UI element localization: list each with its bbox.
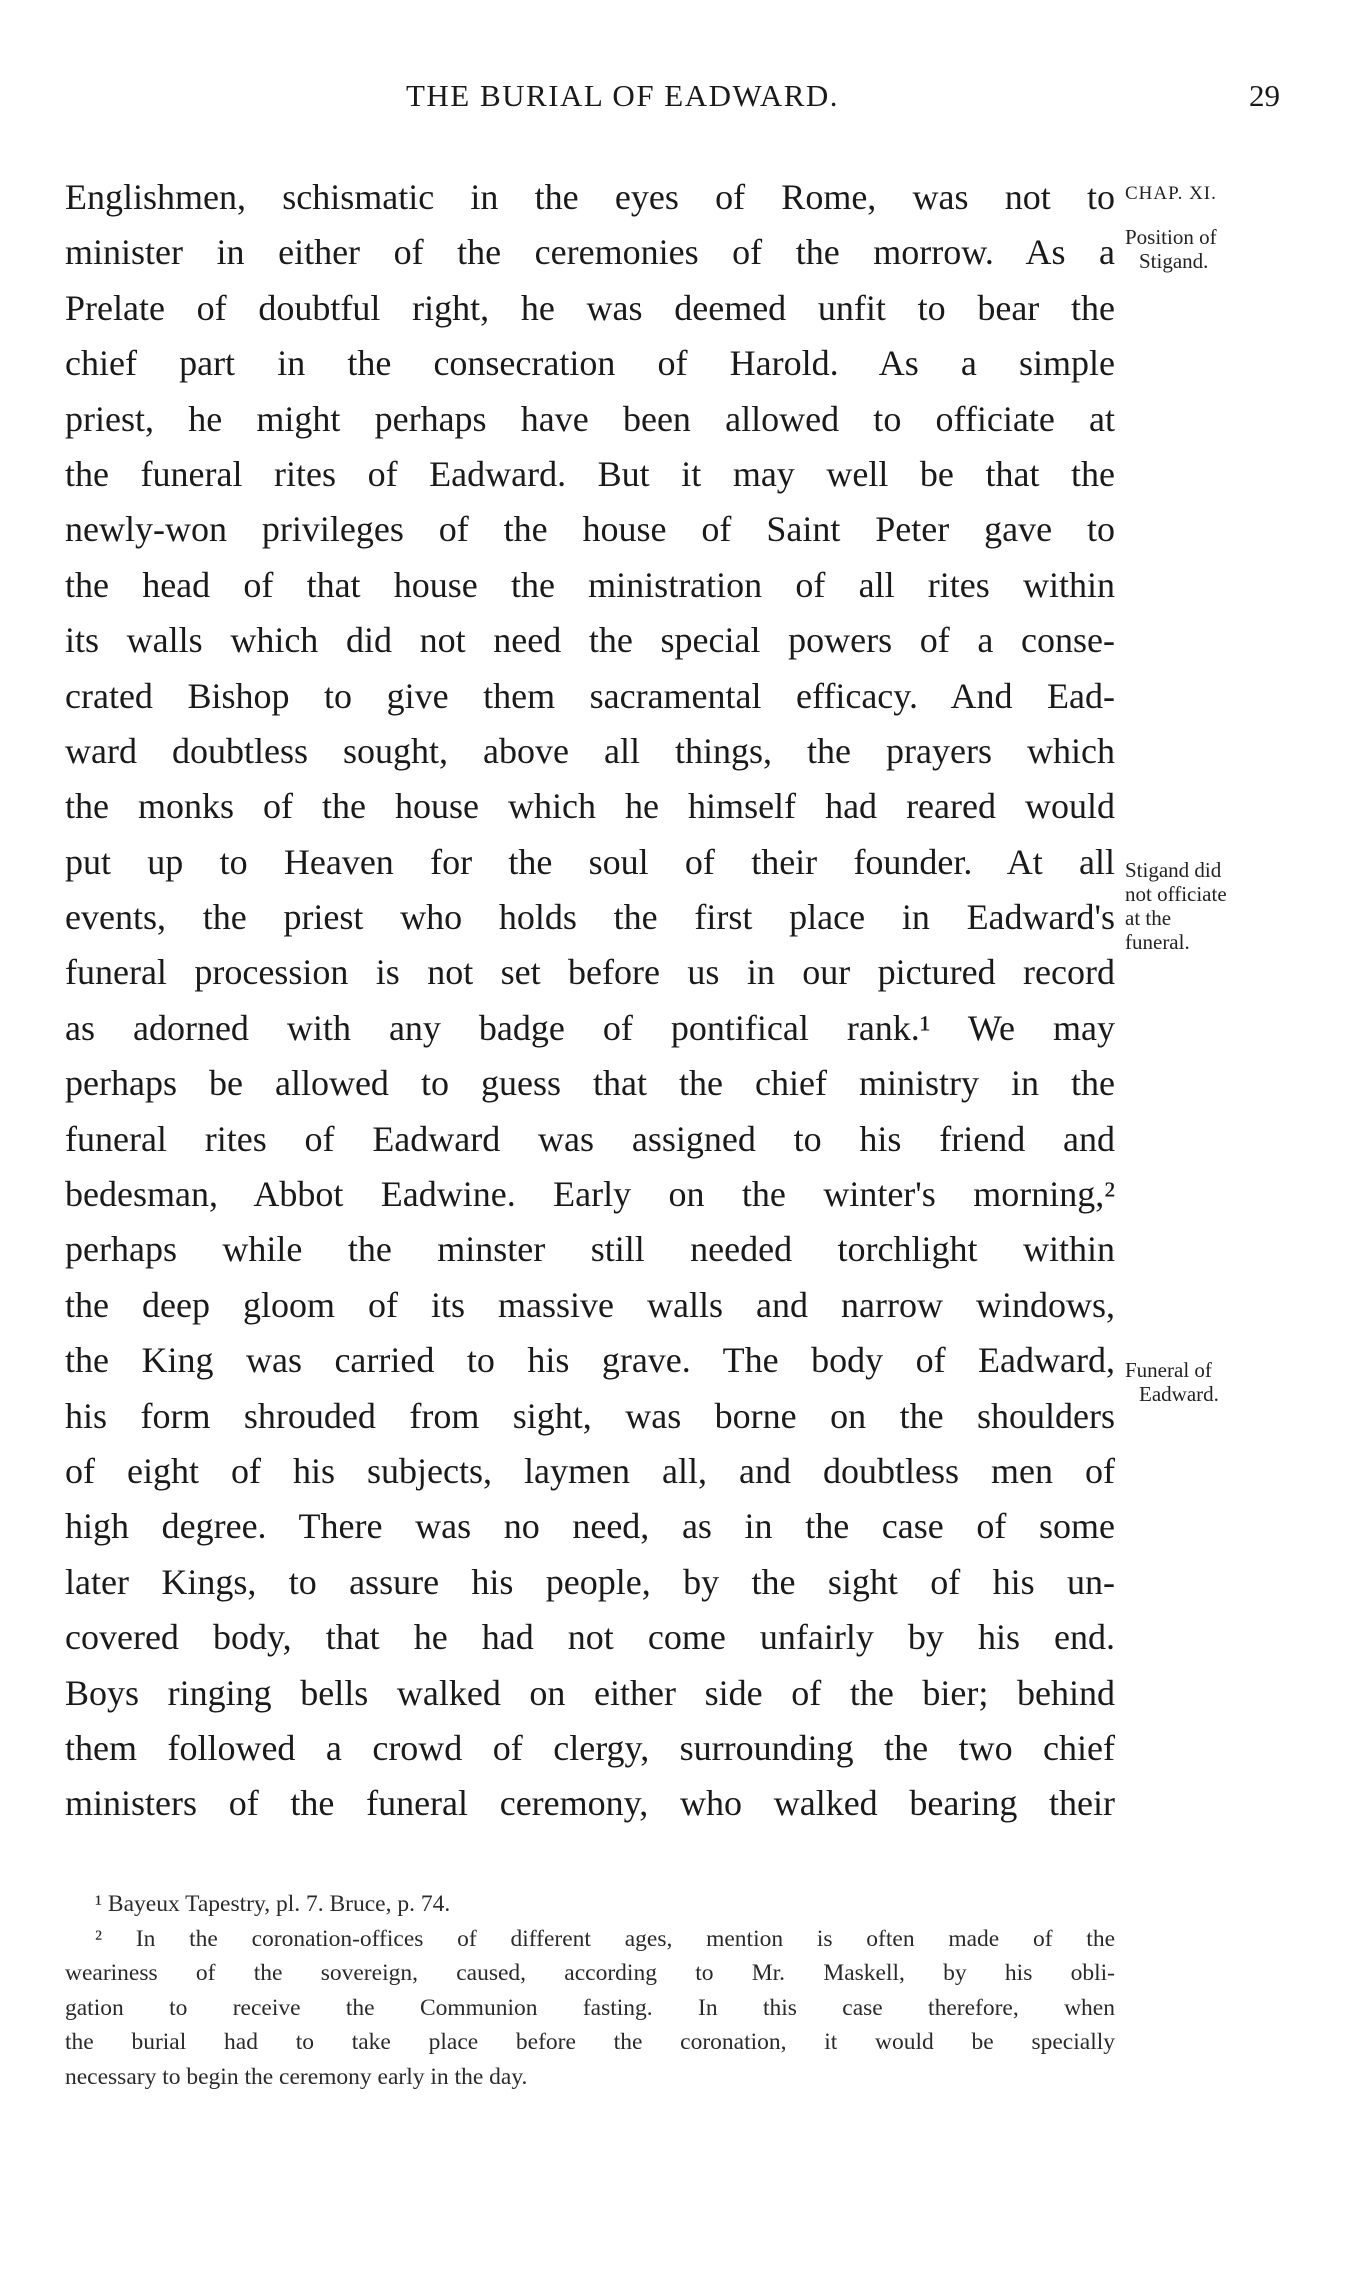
- running-head: [65, 78, 1280, 122]
- body-line: perhaps be allowed to guess that the chief ministry in the: [65, 1063, 1115, 1104]
- sidenote-line: Position of: [1125, 225, 1217, 249]
- body-line: high degree. There was no need, as in the case of some: [65, 1506, 1115, 1547]
- body-line: of eight of his subjects, laymen all, and doubtless men of: [65, 1450, 1115, 1491]
- body-line: funeral procession is not set before us in our pictured record: [65, 952, 1115, 993]
- sidenote-line: Stigand did: [1125, 858, 1222, 882]
- body-line: put up to Heaven for the soul of their founder. At all: [65, 841, 1115, 882]
- sidenote-line: CHAP. XI.: [1125, 183, 1217, 204]
- body-line: the King was carried to his grave. The body of Eadward,: [65, 1340, 1115, 1381]
- sidenote-line: Eadward.: [1139, 1382, 1219, 1406]
- body-line: crated Bishop to give them sacramental efficacy. And Ead-: [65, 675, 1115, 716]
- sidenote-line: funeral.: [1125, 930, 1190, 954]
- footnote-line: gation to receive the Communion fasting. In this case therefore, when: [65, 1994, 1115, 2021]
- footnote-line: ¹ Bayeux Tapestry, pl. 7. Bruce, p. 74.: [95, 1891, 451, 1917]
- body-line: later Kings, to assure his people, by the sight of his un-: [65, 1561, 1115, 1602]
- body-line: funeral rites of Eadward was assigned to his friend and: [65, 1118, 1115, 1159]
- sidenote-funeral-of-eadward: [1125, 1358, 1295, 1406]
- sidenote-line: Stigand.: [1139, 249, 1209, 273]
- body-line: ministers of the funeral ceremony, who walked bearing their: [65, 1783, 1115, 1824]
- body-line: minister in either of the ceremonies of the morrow. As a: [65, 232, 1115, 273]
- body-text: [65, 170, 1115, 1832]
- footnotes: [65, 1887, 1115, 2094]
- body-line: Prelate of doubtful right, he was deemed unfit to bear the: [65, 287, 1115, 328]
- body-line: Englishmen, schismatic in the eyes of Rome, was not to: [65, 177, 1115, 217]
- body-line: the deep gloom of its massive walls and narrow windows,: [65, 1284, 1115, 1325]
- body-line: ward doubtless sought, above all things, the prayers which: [65, 730, 1115, 771]
- body-line: perhaps while the minster still needed torchlight within: [65, 1229, 1115, 1270]
- footnote-line: ² In the coronation-offices of different ages, mention is often made of the: [95, 1925, 1115, 1952]
- sidenote-stigand-did-not-officiate: [1125, 858, 1295, 954]
- footnote-line: the burial had to take place before the coronation, it would be specially: [65, 2029, 1115, 2055]
- body-line: the monks of the house which he himself had reared would: [65, 786, 1115, 827]
- footnote-line: necessary to begin the ceremony early in the day.: [65, 2063, 528, 2090]
- body-line: events, the priest who holds the first place in Eadward's: [65, 897, 1115, 938]
- sidenote-position-of-stigand: [1125, 225, 1295, 273]
- sidenote-line: not officiate: [1125, 882, 1227, 906]
- body-line: the funeral rites of Eadward. But it may well be that the: [65, 453, 1115, 494]
- chapter-sidenote: [1125, 182, 1295, 206]
- body-line: them followed a crowd of clergy, surrounding the two chief: [65, 1727, 1115, 1768]
- body-line: the head of that house the ministration of all rites within: [65, 564, 1115, 605]
- body-line: covered body, that he had not come unfairly by his end.: [65, 1617, 1115, 1658]
- page-number: 29: [1249, 78, 1280, 113]
- body-line: bedesman, Abbot Eadwine. Early on the winter's morning,²: [65, 1174, 1115, 1215]
- body-line: his form shrouded from sight, was borne on the shoulders: [65, 1395, 1115, 1436]
- sidenote-line: Funeral of: [1125, 1358, 1212, 1382]
- body-line: chief part in the consecration of Harold. As a simple: [65, 343, 1115, 384]
- body-line: priest, he might perhaps have been allowed to officiate at: [65, 398, 1115, 439]
- body-line: its walls which did not need the special powers of a conse-: [65, 620, 1115, 661]
- body-line: as adorned with any badge of pontifical rank.¹ We may: [65, 1007, 1115, 1048]
- running-title: THE BURIAL OF EADWARD.: [405, 78, 840, 113]
- body-line: newly-won privileges of the house of Saint Peter gave to: [65, 509, 1115, 550]
- sidenote-line: at the: [1125, 906, 1172, 930]
- footnote-line: weariness of the sovereign, caused, according to Mr. Maskell, by his obli-: [65, 1960, 1115, 1986]
- body-line: Boys ringing bells walked on either side of the bier; behind: [65, 1672, 1115, 1713]
